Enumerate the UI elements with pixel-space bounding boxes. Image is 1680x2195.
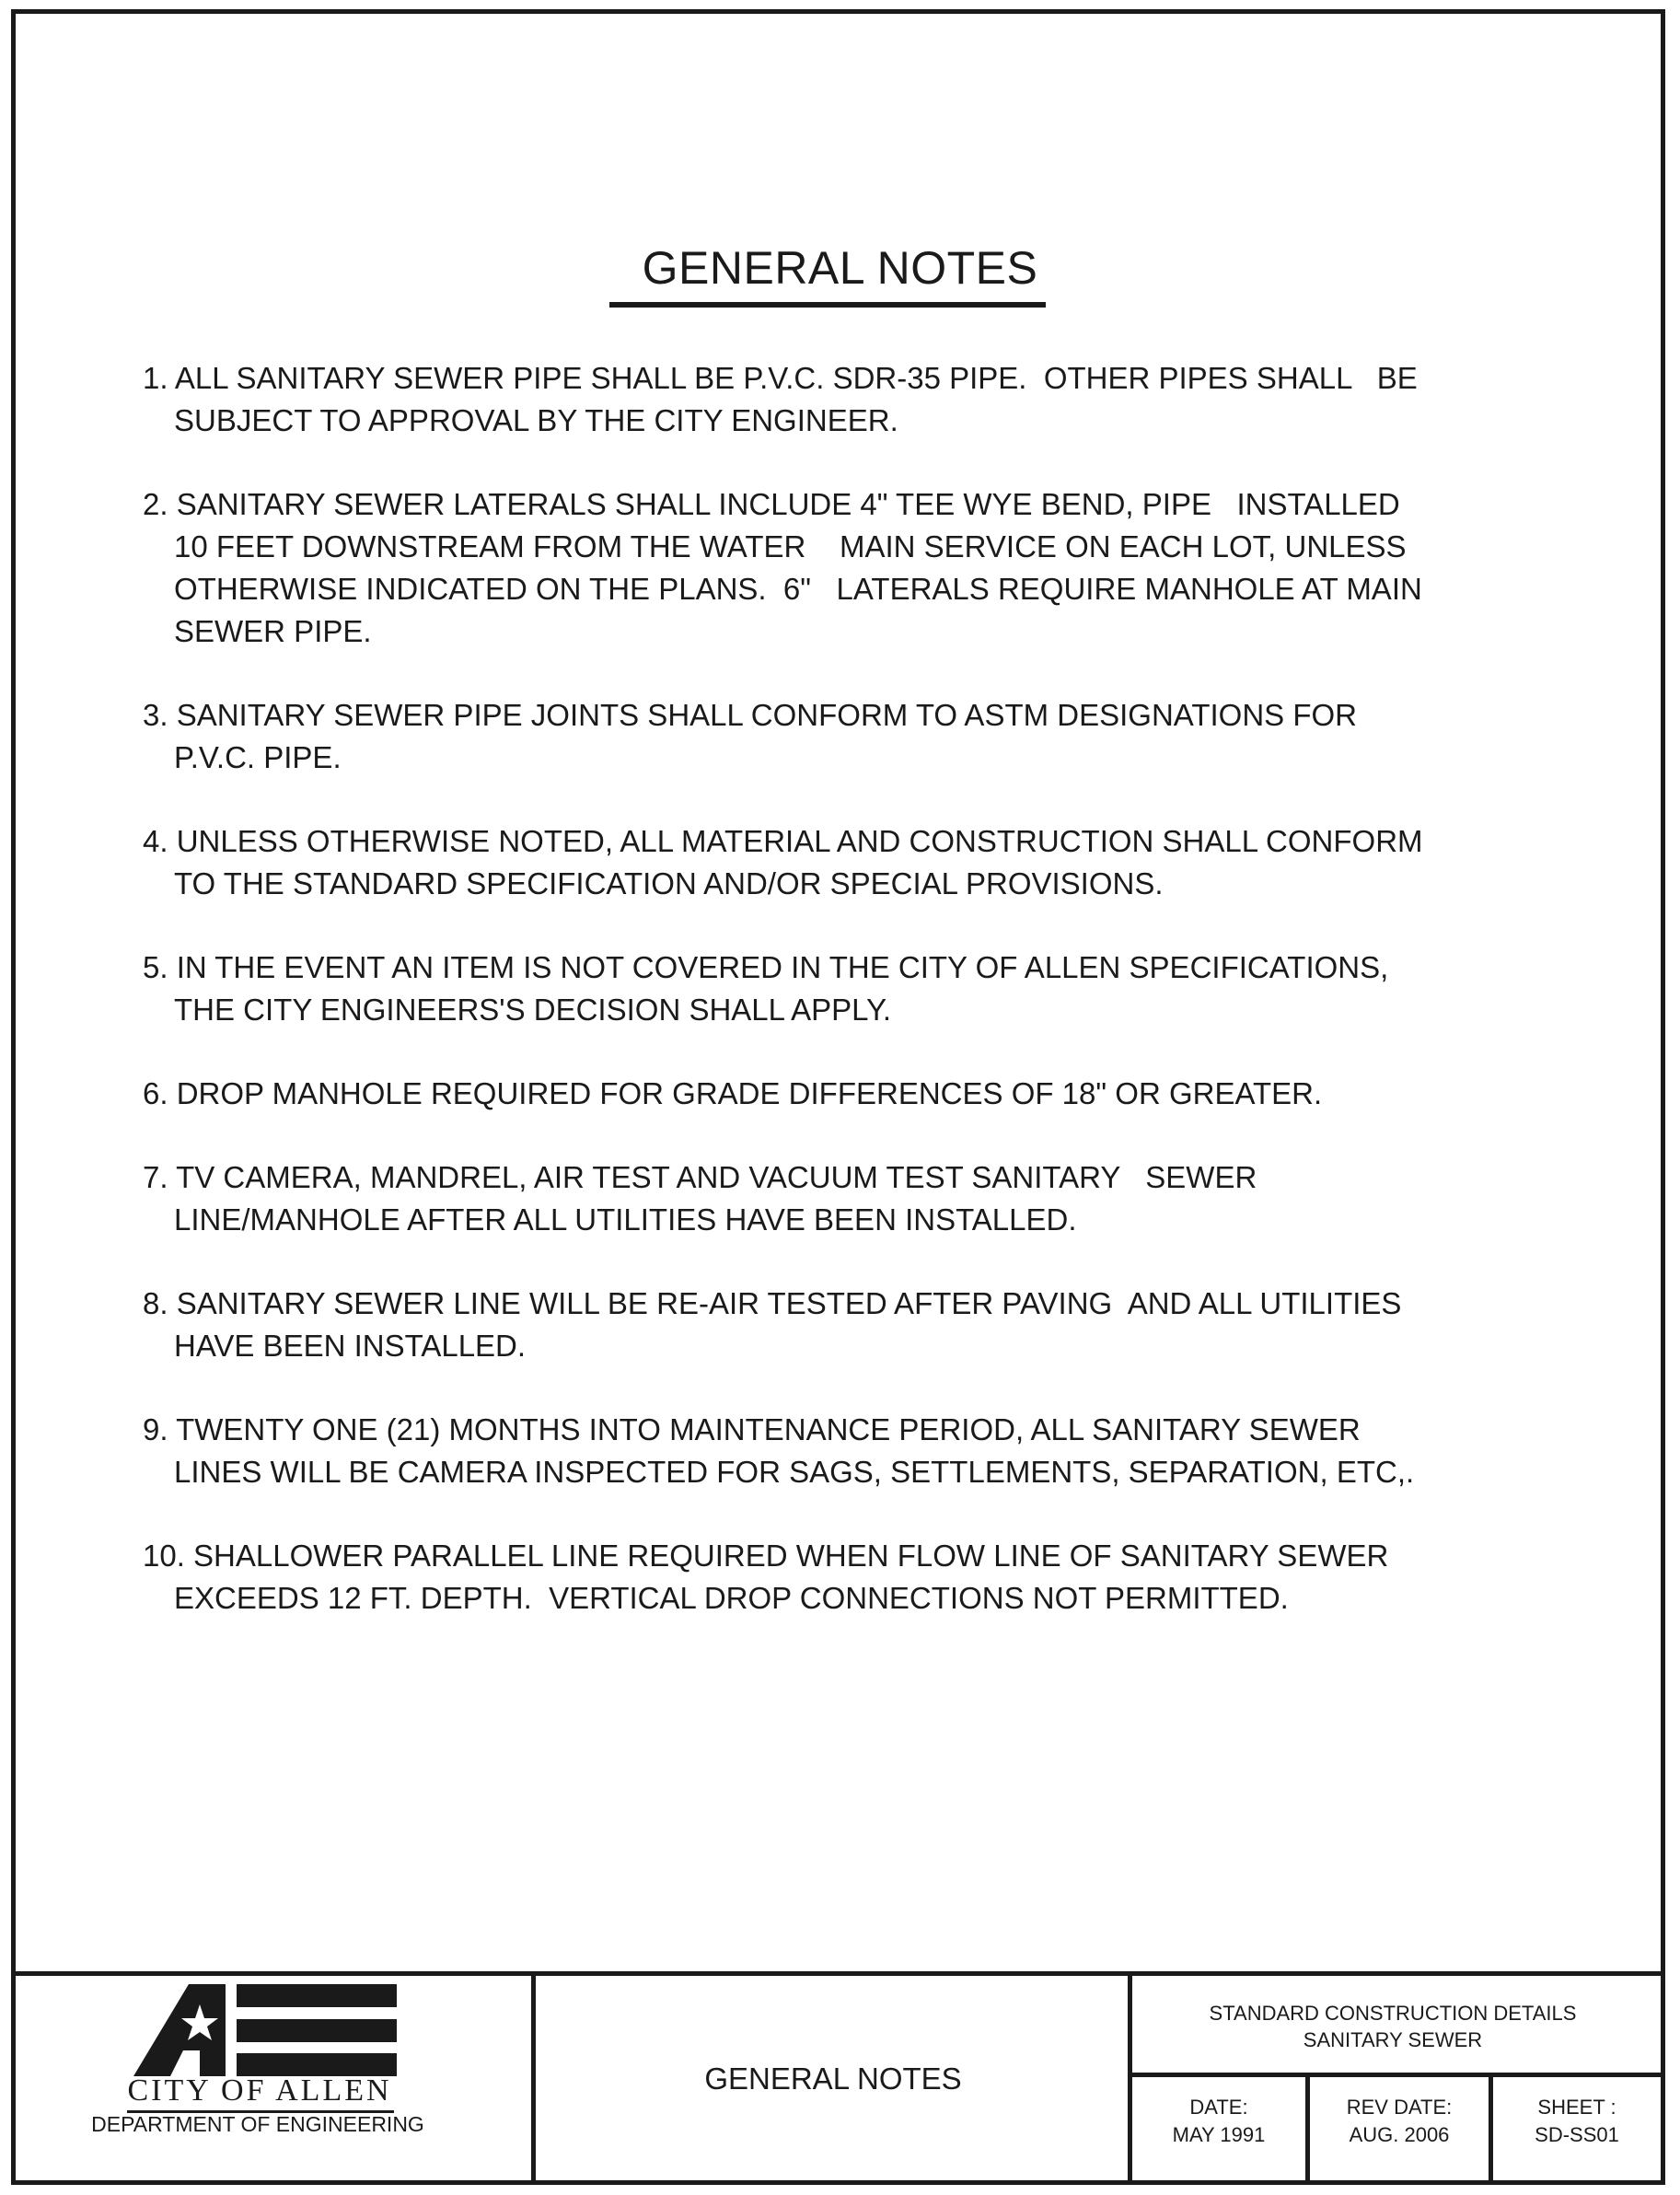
sheet-label: SHEET : <box>1537 2096 1616 2119</box>
title-block-divider <box>1128 2073 1665 2077</box>
title-underline <box>609 302 1046 308</box>
sheet-title: GENERAL NOTES <box>704 2061 962 2096</box>
note-item: 7. TV CAMERA, MANDREL, AIR TEST AND VACUUM TEST SANITARY SEWER LINE/MANHOLE AFTER ALL UTILITIES HAVE BEEN INSTALLED. <box>143 1160 1257 1237</box>
standard-details-line2: SANITARY SEWER <box>1303 2028 1483 2051</box>
department-name: DEPARTMENT OF ENGINEERING <box>91 2112 424 2136</box>
note-item: 10. SHALLOWER PARALLEL LINE REQUIRED WHEN FLOW LINE OF SANITARY SEWER EXCEEDS 12 FT. DEPTH. VERTICAL DROP CONNECTIONS NOT PERMITTED. <box>143 1539 1389 1615</box>
rev-date-value: AUG. 2006 <box>1349 2123 1450 2146</box>
note-item: 3. SANITARY SEWER PIPE JOINTS SHALL CONFORM TO ASTM DESIGNATIONS FOR P.V.C. PIPE. <box>143 698 1358 774</box>
sheet-cell <box>1493 2094 1661 2149</box>
rev-date-cell <box>1310 2094 1489 2149</box>
date-value: MAY 1991 <box>1172 2123 1266 2146</box>
note-item: 2. SANITARY SEWER LATERALS SHALL INCLUDE 4" TEE WYE BEND, PIPE INSTALLED 10 FEET DOWNSTREAM FROM THE WATER MAIN SERVICE ON EACH LOT, UNLESS OTHERWISE INDICATED ON THE PLANS. 6" LATERALS REQUIRE MANHOLE AT MAIN SEWER PIPE. <box>143 487 1422 648</box>
standard-details-line1: STANDARD CONSTRUCTION DETAILS <box>1209 2002 1577 2025</box>
date-cell <box>1132 2094 1305 2149</box>
note-item: 6. DROP MANHOLE REQUIRED FOR GRADE DIFFERENCES OF 18" OR GREATER. <box>143 1076 1323 1110</box>
note-item: 9. TWENTY ONE (21) MONTHS INTO MAINTENANCE PERIOD, ALL SANITARY SEWER LINES WILL BE CAMERA INSPECTED FOR SAGS, SETTLEMENTS, SEPARATION, ETC,. <box>143 1412 1415 1489</box>
page-title: GENERAL NOTES <box>642 242 1038 294</box>
city-name: CITY OF ALLEN <box>127 2073 392 2108</box>
city-of-allen-star-logo-icon <box>122 1984 397 2076</box>
note-item: 8. SANITARY SEWER LINE WILL BE RE-AIR TESTED AFTER PAVING AND ALL UTILITIES HAVE BEEN INSTALLED. <box>143 1286 1402 1363</box>
note-item: 5. IN THE EVENT AN ITEM IS NOT COVERED IN THE CITY OF ALLEN SPECIFICATIONS, THE CITY ENGINEERS'S DECISION SHALL APPLY. <box>143 950 1389 1027</box>
notes-list <box>143 357 1542 1661</box>
note-item: 1. ALL SANITARY SEWER PIPE SHALL BE P.V.C. SDR-35 PIPE. OTHER PIPES SHALL BE SUBJECT TO APPROVAL BY THE CITY ENGINEER. <box>143 361 1418 437</box>
rev-date-label: REV DATE: <box>1346 2096 1453 2119</box>
date-label: DATE: <box>1189 2096 1248 2119</box>
sheet-number: SD-SS01 <box>1535 2123 1619 2146</box>
note-item: 4. UNLESS OTHERWISE NOTED, ALL MATERIAL AND CONSTRUCTION SHALL CONFORM TO THE STANDARD SPECIFICATION AND/OR SPECIAL PROVISIONS. <box>143 824 1423 900</box>
